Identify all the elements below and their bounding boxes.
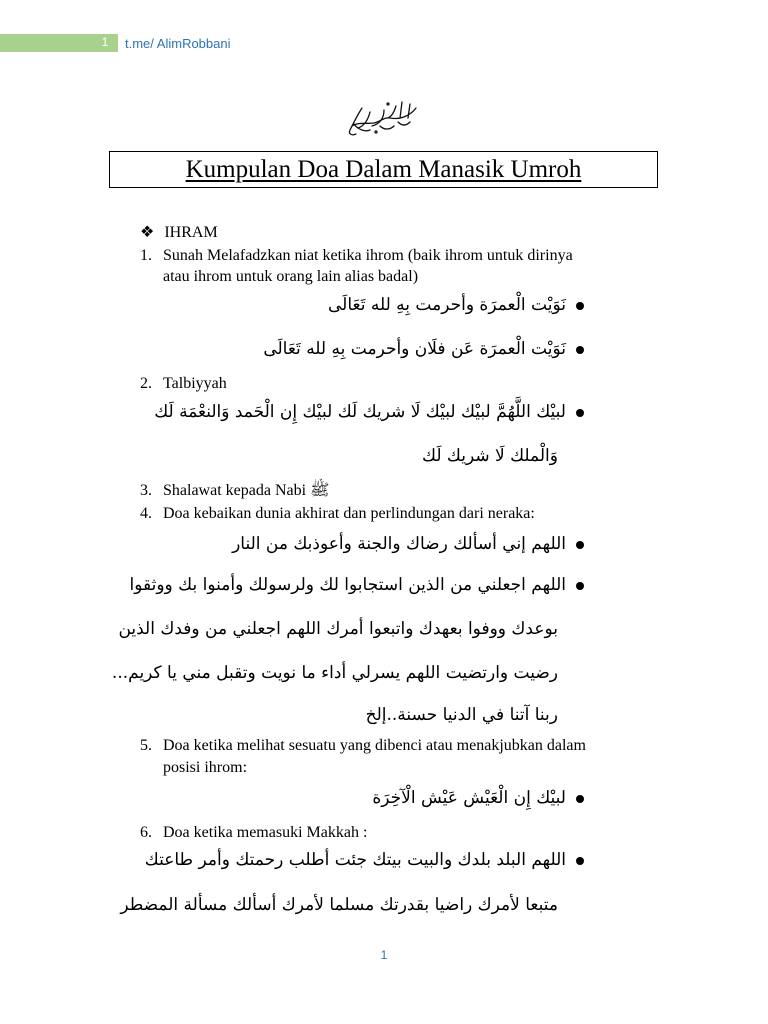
bullet-dot-icon bbox=[576, 857, 584, 865]
arabic-bullet-item: لبيْك إِن الْعَيْش عَيْش الْآخِرَة bbox=[372, 784, 584, 812]
arabic-continuation-line: وَالْملك لَا شريك لَك bbox=[422, 446, 558, 466]
list-item-text: Doa ketika melihat sesuatu yang dibenci atau menakjubkan dalam bbox=[163, 737, 586, 754]
list-item-text: atau ihrom untuk orang lain alias badal) bbox=[163, 268, 419, 285]
header-telegram-link[interactable]: t.me/ AlimRobbani bbox=[125, 36, 231, 51]
list-item-number: 6. bbox=[140, 824, 152, 841]
arabic-continuation-line: ربنا آتنا في الدنيا حسنة..إلخ bbox=[365, 705, 558, 725]
section-bullet-icon: ❖ bbox=[140, 224, 155, 241]
basmala-calligraphy-icon bbox=[340, 96, 420, 140]
bullet-dot-icon bbox=[576, 409, 584, 417]
arabic-bullet-item: اللهم إني أسألك رضاك والجنة وأعوذبك من النار bbox=[232, 530, 584, 558]
list-item-text: posisi ihrom: bbox=[163, 759, 248, 776]
arabic-bullet-item: لبيْك اللَّهُمَّ لبيْك لبيْك لَا شريك لَك لبيْك إِن الْحَمد وَالنعْمَة لَك bbox=[154, 398, 584, 426]
list-item-number: 5. bbox=[140, 737, 152, 754]
list-item-number: 3. bbox=[140, 482, 152, 499]
list-item-text: Doa kebaikan dunia akhirat dan perlindungan dari neraka: bbox=[163, 505, 535, 522]
title-box bbox=[109, 151, 658, 188]
bullet-dot-icon bbox=[576, 302, 584, 310]
list-item-text: Sunah Melafadzkan niat ketika ihrom (baik ihrom untuk dirinya bbox=[163, 247, 573, 264]
bullet-dot-icon bbox=[576, 795, 584, 803]
header-page-number: 1 bbox=[101, 35, 109, 49]
bullet-dot-icon bbox=[576, 346, 584, 354]
arabic-bullet-item: اللهم اجعلني من الذين استجابوا لك ولرسولك وأمنوا بك ووثقوا bbox=[129, 571, 584, 599]
list-item-number: 1. bbox=[140, 247, 152, 264]
arabic-bullet-item: اللهم البلد بلدك والبيت بيتك جئت أطلب رحمتك وأمر طاعتك bbox=[145, 846, 584, 874]
page-title: Kumpulan Doa Dalam Manasik Umroh bbox=[185, 155, 582, 183]
bullet-dot-icon bbox=[576, 582, 584, 590]
list-item-text: Talbiyyah bbox=[163, 375, 227, 392]
section-heading-text: IHRAM bbox=[164, 224, 218, 241]
arabic-bullet-item: نَوَيْت الْعمرَة عَن فلَان وأحرمت بِهِ لله تَعَالَى bbox=[263, 335, 584, 363]
list-item-text: Shalawat kepada Nabi ﷺ bbox=[163, 482, 330, 499]
list-item-number: 4. bbox=[140, 505, 152, 522]
arabic-continuation-line: متبعا لأمرك راضيا بقدرتك مسلما لأمرك أسألك مسألة المضطر bbox=[120, 895, 558, 915]
arabic-continuation-line: رضيت وارتضيت اللهم يسرلي أداء ما نويت وتقبل مني يا كريم... bbox=[111, 663, 558, 683]
list-item-text: Doa ketika memasuki Makkah : bbox=[163, 824, 368, 841]
bullet-dot-icon bbox=[576, 541, 584, 549]
footer-page-number: 1 bbox=[380, 948, 388, 962]
list-item-number: 2. bbox=[140, 375, 152, 392]
arabic-bullet-item: نَوَيْت الْعمرَة وأحرمت بِهِ لله تَعَالَى bbox=[328, 291, 584, 319]
section-heading bbox=[140, 223, 218, 243]
arabic-continuation-line: بوعدك ووفوا بعهدك واتبعوا أمرك اللهم اجعلني من وفدك الذين bbox=[118, 619, 558, 639]
